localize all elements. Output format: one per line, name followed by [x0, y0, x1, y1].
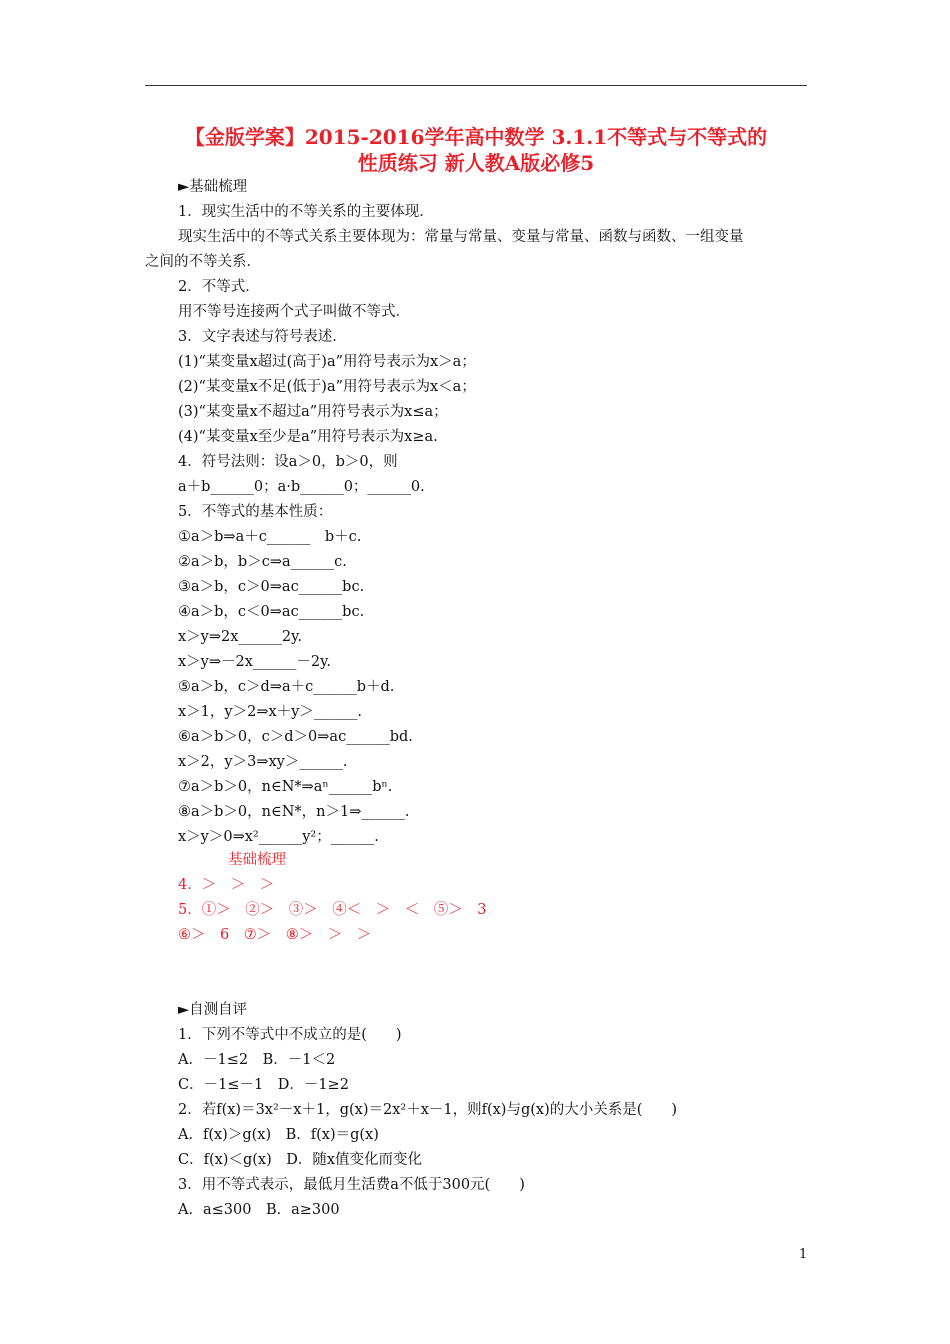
- text-line: ⑦a＞b＞0，n∈N*⇒aⁿ______bⁿ.: [178, 779, 393, 795]
- option-line: A．－1≤2 B．－1＜2: [178, 1052, 336, 1068]
- section-heading-basics: ►基础梳理: [178, 179, 248, 195]
- question-line: 3．用不等式表示，最低月生活费a不低于300元( ): [178, 1177, 525, 1193]
- option-line: C．f(x)＜g(x) D．随x值变化而变化: [178, 1152, 423, 1168]
- text-line: x＞y⇒2x______2y.: [178, 629, 303, 645]
- header-rule: [145, 85, 807, 86]
- text-line: ⑧a＞b＞0，n∈N*，n＞1⇒______.: [178, 804, 410, 820]
- text-line: x＞y⇒－2x______－2y.: [178, 654, 332, 670]
- text-line: x＞1，y＞2⇒x＋y＞______.: [178, 704, 362, 720]
- option-line: A．a≤300 B．a≥300: [178, 1202, 340, 1218]
- option-line: A．f(x)＞g(x) B．f(x)＝g(x): [178, 1127, 379, 1143]
- answers-heading: 基础梳理: [228, 852, 286, 868]
- document-title-line-1: 【金版学案】2015-2016学年高中数学 3.1.1不等式与不等式的: [184, 125, 768, 149]
- text-line: (4)“某变量x至少是a”用符号表示为x≥a.: [178, 429, 438, 445]
- text-line: 之间的不等关系．: [145, 254, 261, 270]
- answer-line: 4．＞ ＞ ＞: [178, 877, 275, 893]
- text-line: (2)“某变量x不足(低于)a”用符号表示为x＜a；: [178, 379, 476, 395]
- text-line: a＋b______0；a·b______0；______0.: [178, 479, 425, 495]
- text-line: x＞2，y＞3⇒xy＞______.: [178, 754, 348, 770]
- text-line: 2．不等式．: [178, 279, 260, 295]
- answer-line: 5．①＞ ②＞ ③＞ ④＜ ＞ ＜ ⑤＞ 3: [178, 902, 487, 918]
- document-title-line-2: 性质练习 新人教A版必修5: [357, 151, 595, 175]
- question-line: 1．下列不等式中不成立的是( ): [178, 1027, 402, 1043]
- text-line: ⑤a＞b，c＞d⇒a＋c______b＋d.: [178, 679, 395, 695]
- text-line: (1)“某变量x超过(高于)a”用符号表示为x＞a；: [178, 354, 476, 370]
- page-number: 1: [799, 1247, 808, 1262]
- option-line: C．－1≤－1 D．－1≥2: [178, 1077, 349, 1093]
- text-line: ③a＞b，c＞0⇒ac______bc.: [178, 579, 365, 595]
- answer-line: ⑥＞ 6 ⑦＞ ⑧＞ ＞ ＞: [178, 927, 372, 943]
- text-line: ①a＞b⇒a＋c______ b＋c.: [178, 529, 362, 545]
- text-line: x＞y＞0⇒x²______y²；______.: [178, 829, 379, 845]
- text-line: ⑥a＞b＞0，c＞d＞0⇒ac______bd.: [178, 729, 413, 745]
- text-line: 1．现实生活中的不等关系的主要体现．: [178, 204, 434, 220]
- text-line: ②a＞b，b＞c⇒a______c.: [178, 554, 347, 570]
- text-line: 用不等号连接两个式子叫做不等式．: [178, 304, 410, 320]
- text-line: (3)“某变量x不超过a”用符号表示为x≤a；: [178, 404, 448, 420]
- question-line: 2．若f(x)＝3x²－x＋1，g(x)＝2x²＋x－1，则f(x)与g(x)的大小关系是( ): [178, 1102, 678, 1118]
- text-line: 5．不等式的基本性质：: [178, 504, 333, 520]
- text-line: 现实生活中的不等式关系主要体现为：常量与常量、变量与常量、函数与函数、一组变量: [178, 229, 744, 245]
- text-line: 3．文字表述与符号表述．: [178, 329, 347, 345]
- text-line: ④a＞b，c＜0⇒ac______bc.: [178, 604, 365, 620]
- text-line: 4．符号法则：设a＞0，b＞0，则: [178, 454, 398, 470]
- section-heading-self-test: ►自测自评: [178, 1002, 248, 1018]
